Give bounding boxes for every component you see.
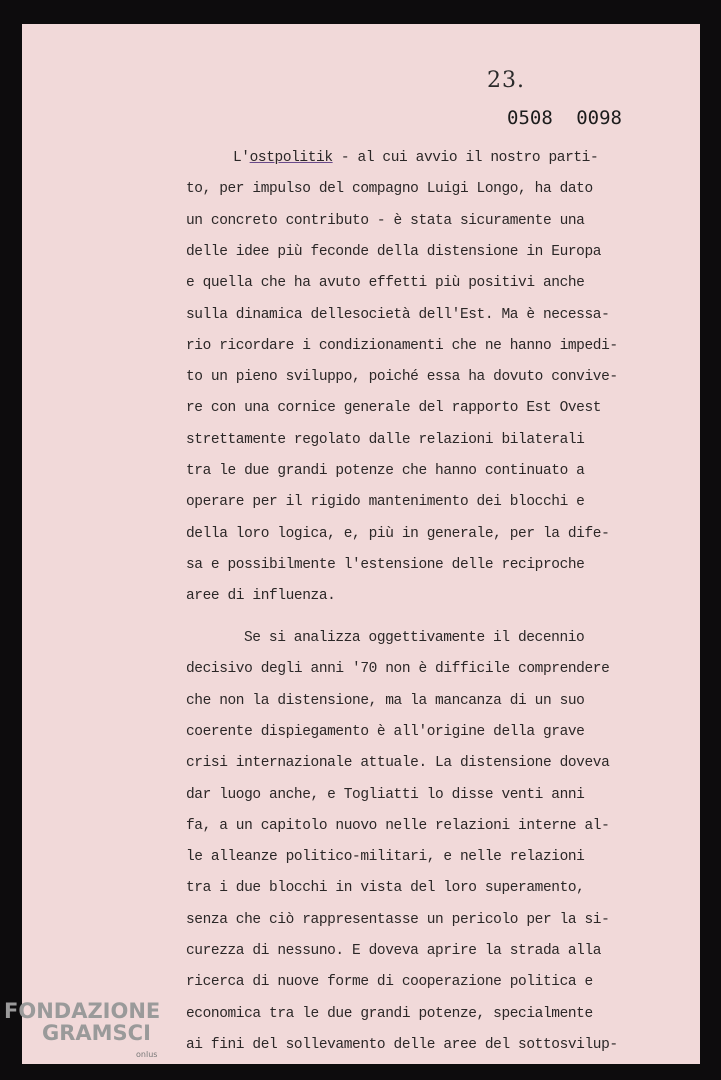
watermark-line1: FONDAZIONE (4, 999, 161, 1023)
text-line: tra i due blocchi in vista del loro superamento, (186, 880, 585, 897)
text-line: operare per il rigido mantenimento dei blocchi e (186, 494, 585, 511)
text-line: le alleanze politico-militari, e nelle relazioni (186, 849, 585, 866)
archive-code: 0508 0098 (507, 107, 622, 129)
text-line: coerente dispiegamento è all'origine della grave (186, 723, 585, 740)
watermark-sub: onlus (136, 1050, 158, 1059)
text-line: ricerca di nuove forme di cooperazione politica e (186, 974, 593, 991)
text-line: to un pieno sviluppo, poiché essa ha dovuto convive- (186, 369, 618, 386)
text-line: un concreto contributo - è stata sicuramente una (186, 212, 585, 229)
text-line: senza che ciò rappresentasse un pericolo per la si- (186, 911, 610, 928)
text-line: della loro logica, e, più in generale, per la dife- (186, 525, 610, 542)
text-line: Se si analizza oggettivamente il decennio (244, 630, 585, 646)
text-line: sulla dinamica dellesocietà dell'Est. Ma è necessa- (186, 306, 610, 323)
text-line: economica tra le due grandi potenze, specialmente (186, 1005, 593, 1022)
watermark-line2: GRAMSCI (42, 1021, 151, 1045)
text-line: dar luogo anche, e Togliatti lo disse venti anni (186, 786, 585, 803)
handwritten-page-number: 23. (487, 68, 525, 93)
text-line: e quella che ha avuto effetti più positivi anche (186, 275, 585, 292)
text-line: fa, a un capitolo nuovo nelle relazioni interne al- (186, 817, 610, 834)
text-line: tra le due grandi potenze che hanno continuato a (186, 463, 585, 479)
text-line: crisi internazionale attuale. La distensione doveva (186, 755, 610, 772)
text-line: L'ostpolitik - al cui avvio il nostro parti- (233, 150, 599, 166)
fondazione-gramsci-watermark (4, 999, 161, 1059)
text-line: decisivo degli anni '70 non è difficile comprendere (186, 661, 610, 678)
text-line: re con una cornice generale del rapporto Est Ovest (186, 400, 602, 417)
underlined-term: ostpolitik (249, 150, 333, 166)
text-line: aree di influenza. (186, 588, 336, 605)
text-line: strettamente regolato dalle relazioni bilaterali (186, 431, 585, 448)
document-page (22, 24, 700, 1064)
text-line: to, per impulso del compagno Luigi Longo, ha dato (186, 181, 593, 198)
text-line: delle idee più feconde della distensione in Europa (186, 243, 602, 260)
text-line: ai fini del sollevamento delle aree del sottosvilup- (186, 1036, 618, 1053)
text-line: rio ricordare i condizionamenti che ne hanno impedi- (186, 337, 618, 354)
text-line: curezza di nessuno. E doveva aprire la strada alla (186, 943, 602, 959)
text-line: sa e possibilmente l'estensione delle reciproche (186, 556, 585, 573)
text-line: che non la distensione, ma la mancanza di un suo (186, 692, 585, 709)
